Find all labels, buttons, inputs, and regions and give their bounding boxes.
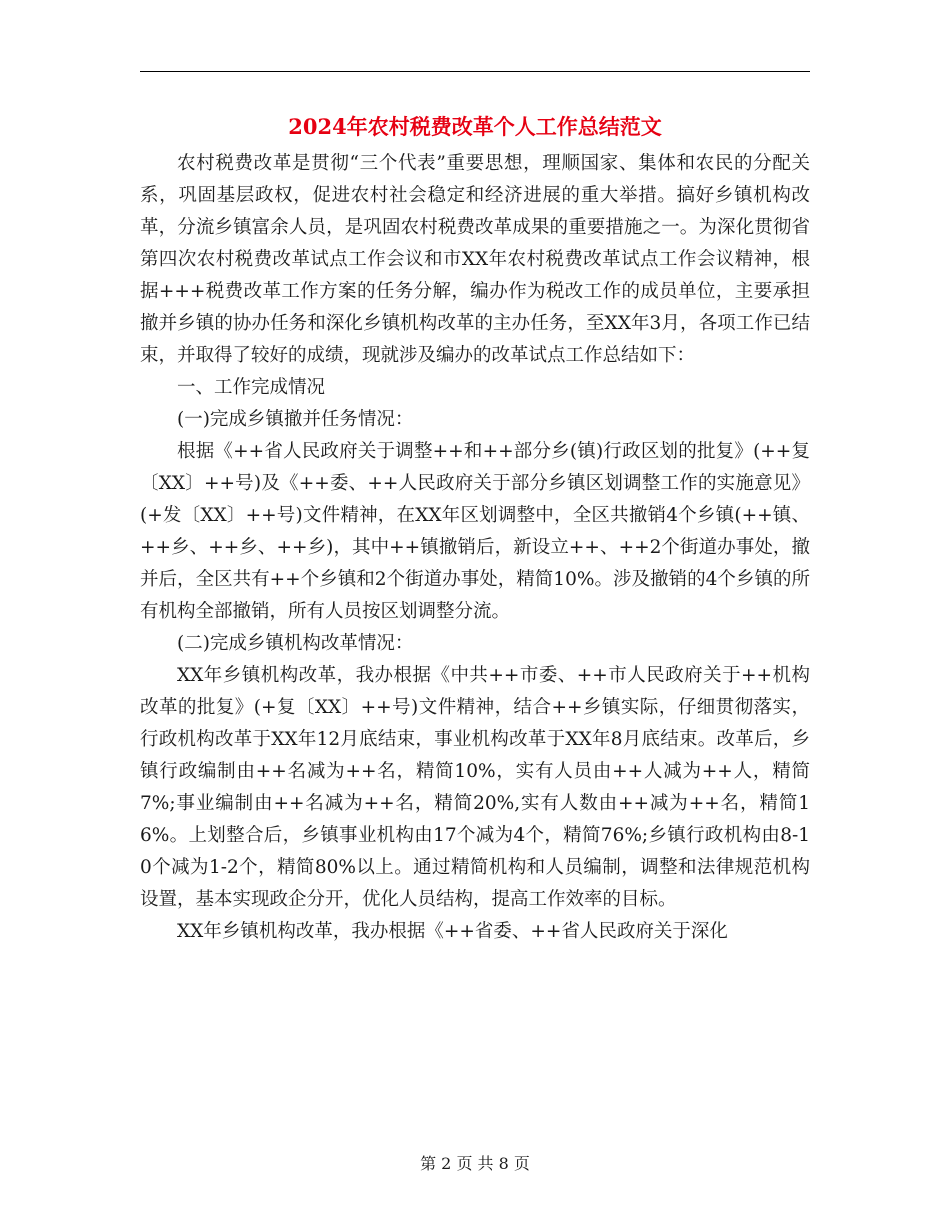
document-body: [140, 148, 810, 948]
page-number-footer: 第 2 页 共 8 页: [420, 1154, 530, 1173]
paragraph-intro: 农村税费改革是贯彻“三个代表”重要思想，理顺国家、集体和农民的分配关系，巩固基层政权，促进农村社会稳定和经济进展的重大举措。搞好乡镇机构改革，分流乡镇富余人员，是巩固农村税费改革成果的重要措施之一。为深化贯彻省第四次农村税费改革试点工作会议和市XX年农村税费改革试点工作会议精神，根据+++税费改革工作方案的任务分解，编办作为税改工作的成员单位，主要承担撤并乡镇的协办任务和深化乡镇机构改革的主办任务，至XX年3月，各项工作已结束，并取得了较好的成绩，现就涉及编办的改革试点工作总结如下：: [140, 153, 810, 366]
paragraph-township-merger: 根据《++省人民政府关于调整++和++部分乡(镇)行政区划的批复》(++复〔XX〕++号)及《++委、++人民政府关于部分乡镇区划调整工作的实施意见》(+发〔XX〕++号)文件精神，在XX年区划调整中，全区共撤销4个乡镇(++镇、++乡、++乡、++乡)，其中++镇撤销后，新设立++、++2个街道办事处，撤并后，全区共有++个乡镇和2个街道办事处，精简10%。涉及撤销的4个乡镇的所有机构全部撤销，所有人员按区划调整分流。: [140, 441, 810, 622]
document-title: 2024年农村税费改革个人工作总结范文: [288, 114, 662, 139]
header-rule: [140, 71, 810, 72]
subsection-heading-2: (二)完成乡镇机构改革情况：: [177, 633, 414, 654]
paragraph-institution-reform: XX年乡镇机构改革，我办根据《中共++市委、++市人民政府关于++机构改革的批复》(+复〔XX〕++号)文件精神，结合++乡镇实际，仔细贯彻落实，行政机构改革于XX年12月底结束，事业机构改革于XX年8月底结束。改革后，乡镇行政编制由++名减为++名，精简10%，实有人员由++人减为++人，精简7%;事业编制由++名减为++名，精简20%,实有人数由++减为++名，精简16%。上划整合后，乡镇事业机构由17个减为4个，精简76%;乡镇行政机构由8-10个减为1-2个，精简80%以上。通过精简机构和人员编制，调整和法律规范机构设置，基本实现政企分开，优化人员结构，提高工作效率的目标。: [140, 665, 810, 910]
subsection-heading-1: (一)完成乡镇撤并任务情况：: [177, 409, 414, 430]
section-heading-1: 一、工作完成情况: [177, 377, 326, 398]
paragraph-continued: XX年乡镇机构改革，我办根据《++省委、++省人民政府关于深化: [177, 921, 728, 942]
